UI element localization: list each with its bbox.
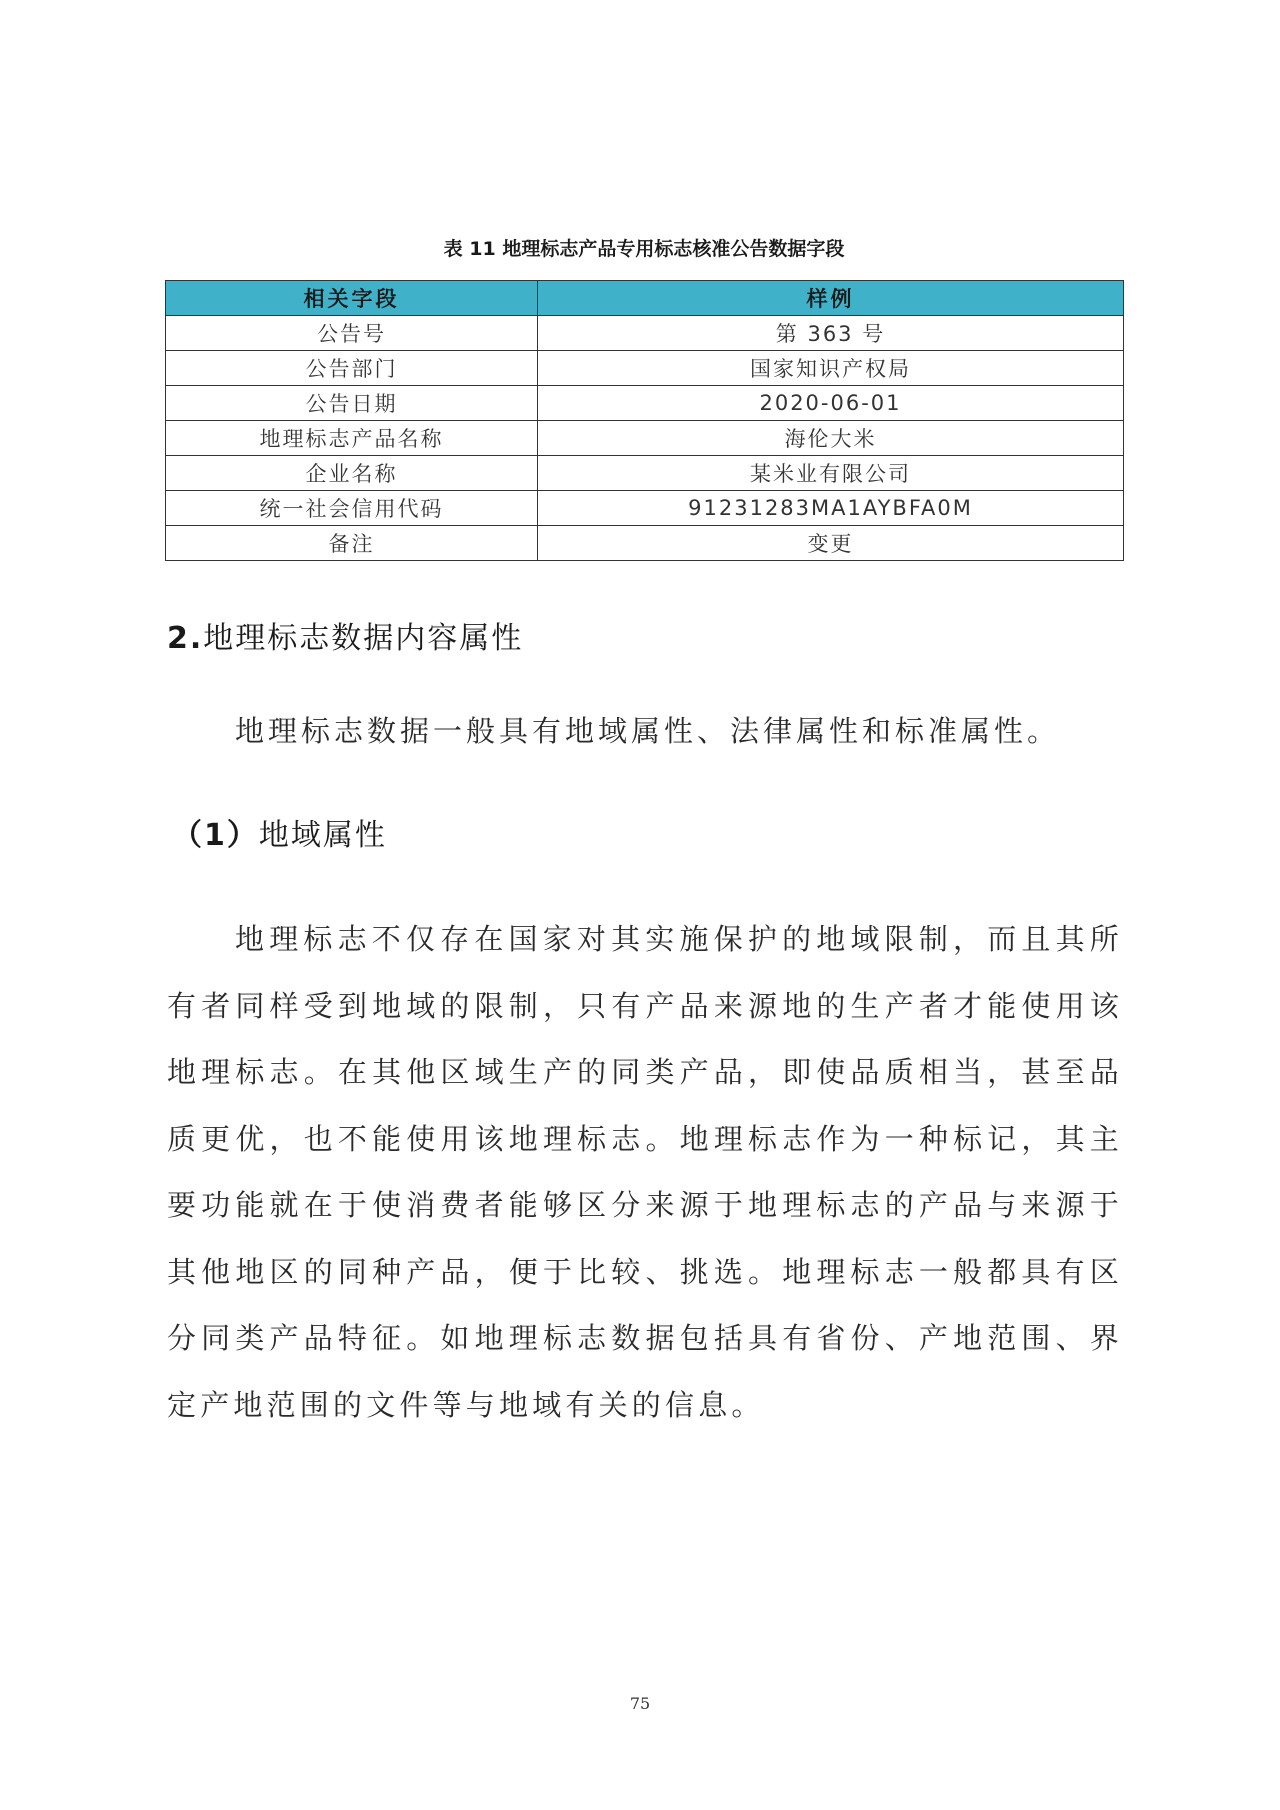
field-cell: 公告日期 [166, 386, 538, 421]
field-cell: 公告号 [166, 316, 538, 351]
field-cell: 地理标志产品名称 [166, 421, 538, 456]
section-heading [167, 613, 523, 657]
example-cell: 2020-06-01 [538, 386, 1124, 421]
table-row [166, 526, 1124, 561]
field-cell: 备注 [166, 526, 538, 561]
subsection-number: （1） [172, 818, 259, 853]
table-row [166, 351, 1124, 386]
field-cell: 公告部门 [166, 351, 538, 386]
example-cell: 国家知识产权局 [538, 351, 1124, 386]
data-fields-table [165, 280, 1124, 561]
table-row [166, 386, 1124, 421]
field-cell: 企业名称 [166, 456, 538, 491]
table-row [166, 421, 1124, 456]
example-cell: 变更 [538, 526, 1124, 561]
header-field: 相关字段 [166, 281, 538, 316]
header-example: 样例 [538, 281, 1124, 316]
example-cell: 海伦大米 [538, 421, 1124, 456]
field-cell: 统一社会信用代码 [166, 491, 538, 526]
subsection-title: 地域属性 [258, 818, 387, 853]
section-lead-paragraph: 地理标志数据一般具有地域属性、法律属性和标准属性。 [235, 714, 1061, 748]
example-cell: 某米业有限公司 [538, 456, 1124, 491]
table-header-row [166, 281, 1124, 316]
table-row [166, 491, 1124, 526]
page-number: 75 [629, 1694, 651, 1713]
section-title: 地理标志数据内容属性 [203, 621, 524, 656]
example-cell: 第 363 号 [538, 316, 1124, 351]
table-row [166, 456, 1124, 491]
table-row [166, 316, 1124, 351]
section-number: 2. [167, 621, 204, 656]
table-caption: 表 11 地理标志产品专用标志核准公告数据字段 [443, 238, 845, 260]
subsection-heading [172, 810, 387, 854]
example-cell: 91231283MA1AYBFA0M [538, 491, 1124, 526]
subsection-body-paragraph: 地理标志不仅存在国家对其实施保护的地域限制，而且其所有者同样受到地域的限制，只有产品来源地的生产者才能使用该地理标志。在其他区域生产的同类产品，即使品质相当，甚至品质更优，也不能使用该地理标志。地理标志作为一种标记，其主要功能就在于使消费者能够区分来源于地理标志的产品与来源于其他地区的同种产品，便于比较、挑选。地理标志一般都具有区分同类产品特征。如地理标志数据包括具有省份、产地范围、界定产地范围的文件等与地域有关的信息。 [167, 922, 1123, 1422]
